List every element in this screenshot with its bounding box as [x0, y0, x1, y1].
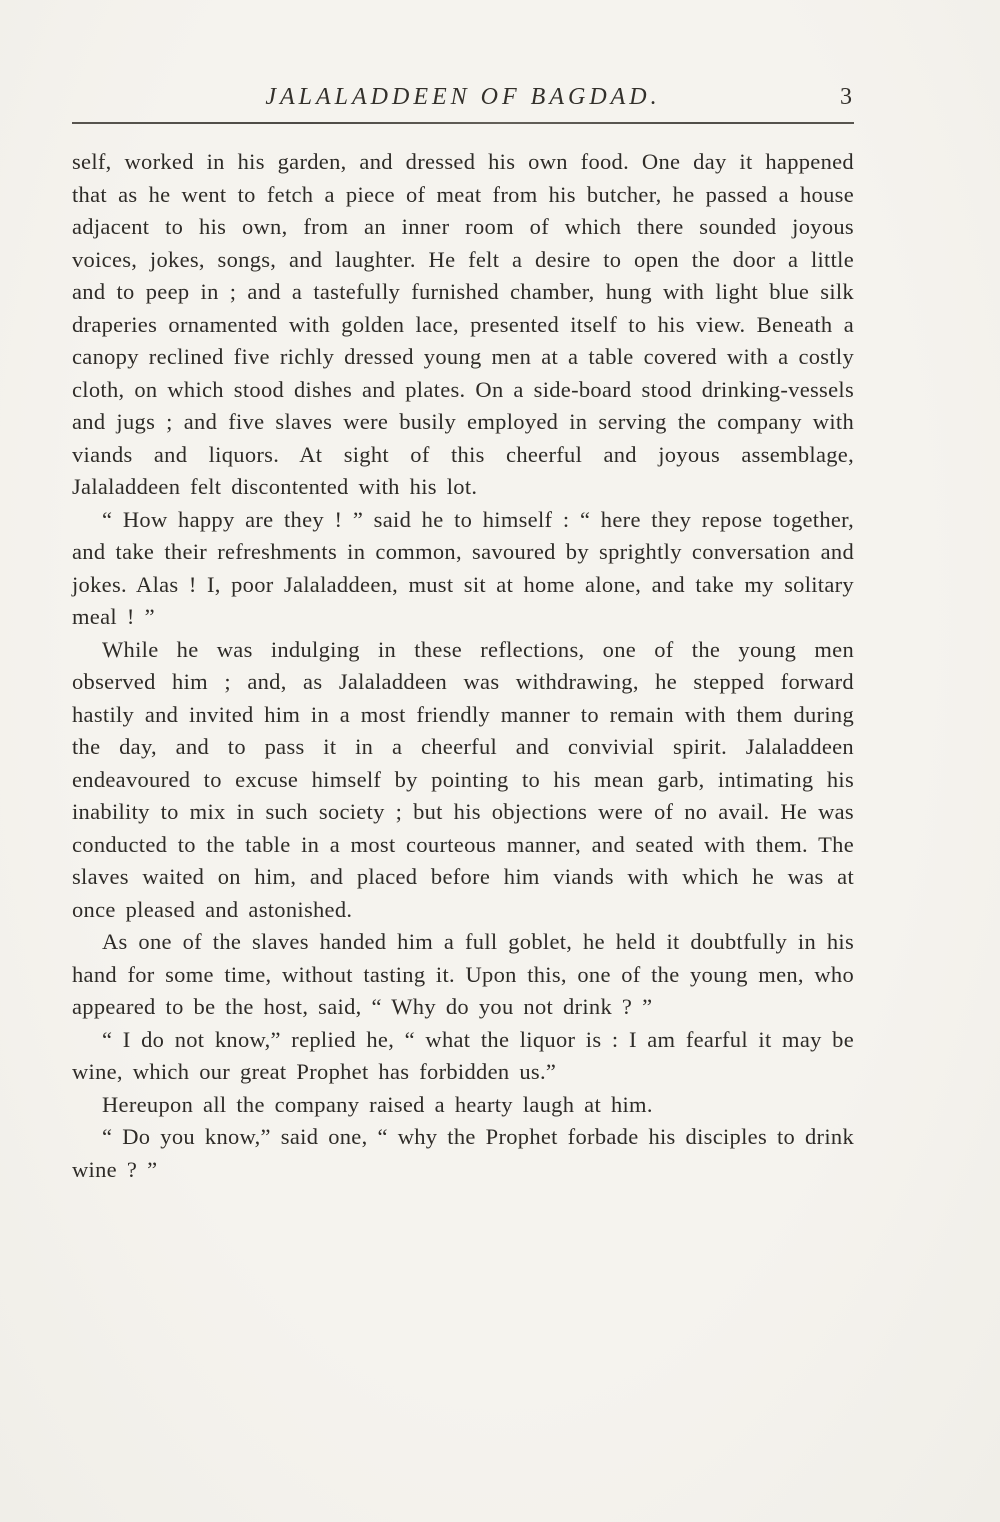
page-body: [72, 146, 854, 1186]
paragraph-3: While he was indulging in these reflections, one of the young men observed him ; and, as Jalaladdeen was withdrawing, he stepped forward hastily and invited him in a most friendly manner to remain with them during the day, and to pass it in a cheerful and convivial spirit. Jalaladdeen endeavoured to excuse himself by pointing to his mean garb, intimating his inability to mix in such society ; but his objections were of no avail. He was conducted to the table in a most courteous manner, and seated with them. The slaves waited on him, and placed before him viands with which he was at once pleased and astonished.: [72, 636, 854, 922]
paragraph-7: “ Do you know,” said one, “ why the Prophet forbade his disciples to drink wine ? ”: [72, 1124, 854, 1182]
header-rule: [72, 122, 854, 124]
paragraph-2: “ How happy are they ! ” said he to himself : “ here they repose together, and take their refreshments in common, savoured by sprightly conversation and jokes. Alas ! I, poor Jalaladdeen, must sit at home alone, and take my solitary meal ! ”: [72, 506, 854, 629]
page-number: 3: [840, 84, 852, 110]
running-head-title: JALALADDEEN OF BAGDAD.: [265, 84, 661, 110]
paragraph-5: “ I do not know,” replied he, “ what the liquor is : I am fearful it may be wine, which our great Prophet has forbidden us.”: [72, 1026, 854, 1084]
paragraph-4: As one of the slaves handed him a full goblet, he held it doubtfully in his hand for some time, without tasting it. Upon this, one of the young men, who appeared to be the host, said, “ Why do you not drink ? ”: [72, 929, 854, 1019]
paragraph-6: Hereupon all the company raised a hearty laugh at him.: [102, 1091, 653, 1117]
running-head: [72, 84, 854, 116]
paragraph-1: self, worked in his garden, and dressed his own food. One day it happened that as he went to fetch a piece of meat from his butcher, he passed a house adjacent to his own, from an inner room of which there sounded joyous voices, jokes, songs, and laughter. He felt a desire to open the door a little and to peep in ; and a tastefully furnished chamber, hung with light blue silk draperies ornamented with golden lace, presented itself to his view. Beneath a canopy reclined five richly dressed young men at a table covered with a costly cloth, on which stood dishes and plates. On a side-board stood drinking-vessels and jugs ; and five slaves were busily employed in serving the company with viands and liquors. At sight of this cheerful and joyous assemblage, Jalaladdeen felt discontented with his lot.: [72, 149, 854, 499]
